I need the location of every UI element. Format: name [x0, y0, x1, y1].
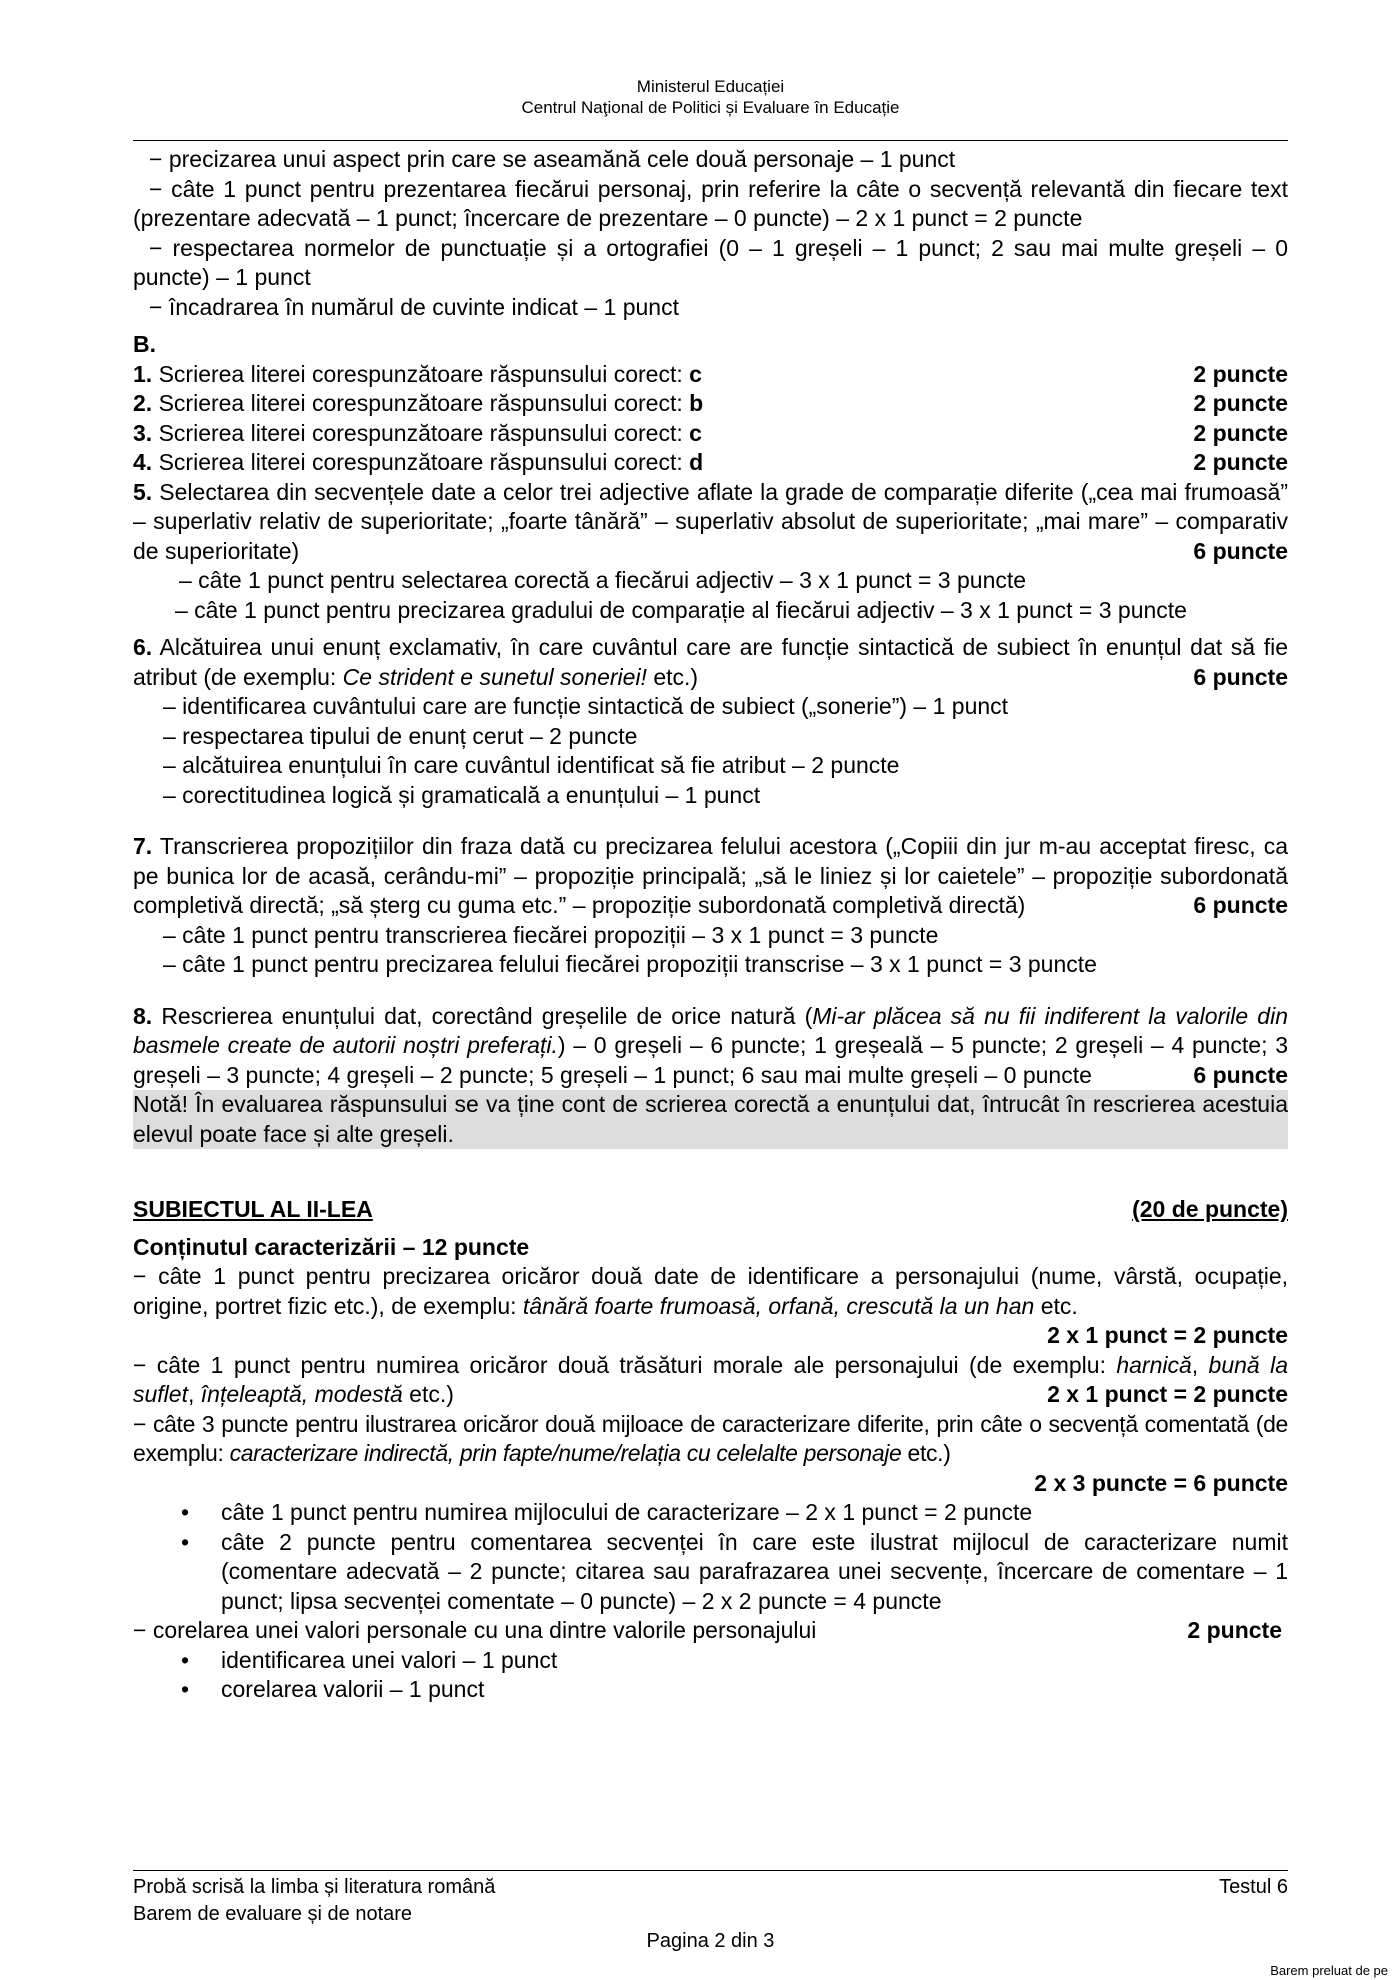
sub-criterion: – câte 1 punct pentru transcrierea fiecărei propoziții – 3 x 1 punct = 3 puncte: [163, 921, 939, 948]
document-body: [133, 145, 1288, 1705]
footer-document-type: Barem de evaluare și de notare: [133, 1903, 413, 1925]
bullet-icon: •: [181, 1499, 190, 1525]
item-points: 6 puncte: [1193, 1061, 1288, 1088]
item-2: 2. Scrierea literei corespunzătoare răspunsului corect: b 2 puncte: [133, 389, 1288, 419]
item-8: 8. Rescrierea enunțului dat, corectând greșelile de orice natură (Mi-ar plăcea să nu fii indiferent la valorile din basmele create de autorii noștri preferați.) – 0 greșeli – 6 puncte; 1 greșeală – 5 puncte; 2 greșeli – 4 puncte; 3 greșeli – 3 puncte; 4 greșeli – 2 puncte; 5 greșeli – 1 punct; 6 sau mai multe greșeli – 0 puncte 6 puncte: [133, 1002, 1288, 1091]
item-7: 7. Transcrierea propozițiilor din fraza dată cu precizarea felului acestora („Copiii din jur m-au acceptat firesc, ca pe bunica lor de acasă, cerându-mi” – propoziție principală; „să le liniez și lor caietele” – propoziție subordonată completivă directă; „să șterg cu guma etc.” – propoziție subordonată completivă directă) 6 puncte: [133, 832, 1288, 921]
criterion-line: − precizarea unui aspect prin care se aseamănă cele două personaje – 1 punct: [149, 146, 956, 172]
criterion-points: 2 x 1 punct = 2 puncte: [1047, 1381, 1288, 1407]
header-center: Centrul Naţional de Politici și Evaluare în Educație: [521, 98, 900, 117]
criterion-line: − câte 1 punct pentru prezentarea fiecărui personaj, prin referire la câte o secvență relevantă din fiecare text (prezentare adecvată – 1 punct; încercare de prezentare – 0 puncte) – 2 x 1 punct = 2 puncte: [133, 175, 1288, 231]
sub-criterion: – alcătuirea enunțului în care cuvântul identificat să fie atribut – 2 puncte: [163, 752, 900, 778]
sub-criterion: – respectarea tipului de enunț cerut – 2 puncte: [163, 722, 638, 749]
bullet-icon: •: [181, 1528, 190, 1555]
sub-criterion: – câte 1 punct pentru precizarea gradului de comparație al fiecărui adjectiv – 3 x 1 punct = 3 puncte: [175, 596, 1187, 623]
criterion-line: − câte 1 punct pentru precizarea oricăror două date de identificare a personajului (nume, vârstă, ocupație, origine, portret fizic etc.), de exemplu: tânără foarte frumoasă, orfană, crescută la un han etc.: [133, 1263, 1288, 1319]
sub-criterion: – câte 1 punct pentru selectarea corectă a fiecărui adjectiv – 3 x 1 punct = 3 puncte: [179, 567, 1027, 593]
page-header: [133, 76, 1288, 118]
bullet-icon: •: [181, 1646, 190, 1673]
item-points: 6 puncte: [1193, 892, 1288, 918]
criterion-line: − câte 3 puncte pentru ilustrarea oricăror două mijloace de caracterizare diferite, prin câte o secvență comentată (de exemplu: caracterizare indirectă, prin fapte/nume/relația cu celelalte personaje etc.): [133, 1410, 1288, 1466]
item-6: 6. Alcătuirea unui enunț exclamativ, în care cuvântul care are funcție sintactică de subiect în enunțul dat să fie atribut (de exemplu: Ce strident e sunetul soneriei! etc.) 6 puncte: [133, 633, 1288, 692]
subject-2-title: SUBIECTUL AL II-LEA: [133, 1196, 373, 1222]
criterion-line: − câte 1 punct pentru numirea oricăror două trăsături morale ale personajului (de exemplu: harnică, bună la suflet, înțeleaptă, modestă etc.) 2 x 1 punct = 2 puncte: [133, 1351, 1288, 1410]
item-points: 2 puncte: [1193, 390, 1288, 416]
item-points: 6 puncte: [1193, 663, 1288, 690]
page-footer: [133, 1874, 1288, 1928]
footer-exam-name: Probă scrisă la limba și literatura română: [133, 1876, 496, 1898]
criterion-line: − încadrarea în numărul de cuvinte indicat – 1 punct: [149, 293, 679, 320]
content-heading: Conținutul caracterizării – 12 puncte: [133, 1233, 530, 1260]
item-1: 1. Scrierea literei corespunzătoare răspunsului corect: c 2 puncte: [133, 360, 1288, 390]
list-item: • câte 2 puncte pentru comentarea secvenței în care este ilustrat mijlocul de caracterizare numit (comentare adecvată – 2 puncte; citarea sau parafrazarea unei secvențe, încercare de comentare – 1 punct; lipsa secvenței comentate – 0 puncte) – 2 x 2 puncte = 4 puncte: [133, 1528, 1288, 1617]
item-points: 2 puncte: [1193, 419, 1288, 446]
header-divider: [133, 140, 1288, 141]
header-ministry: Ministerul Educației: [636, 77, 785, 96]
source-credit: Barem preluat de pe: [1270, 1963, 1388, 1978]
subject-2-points: (20 de puncte): [1132, 1196, 1288, 1222]
criterion-line: − respectarea normelor de punctuație și a ortografiei (0 – 1 greșeli – 1 punct; 2 sau mai multe greșeli – 0 puncte) – 1 punct: [133, 234, 1288, 290]
footer-test-number: Testul 6: [1219, 1876, 1288, 1898]
list-item: • câte 1 punct pentru numirea mijlocului de caracterizare – 2 x 1 punct = 2 puncte: [133, 1498, 1288, 1528]
item-points: 2 puncte: [1193, 449, 1288, 475]
sub-criterion: – corectitudinea logică și gramaticală a enunțului – 1 punct: [163, 781, 761, 808]
item-points: 6 puncte: [1193, 537, 1288, 564]
criterion-points: 2 x 1 punct = 2 puncte: [1047, 1322, 1288, 1348]
item-3: 3. Scrierea literei corespunzătoare răspunsului corect: c 2 puncte: [133, 419, 1288, 449]
list-item: • corelarea valorii – 1 punct: [133, 1675, 1288, 1705]
subject-2-heading: [133, 1195, 1288, 1225]
sub-criterion: – câte 1 punct pentru precizarea felului fiecărei propoziții transcrise – 3 x 1 punct = 3 puncte: [163, 951, 1097, 977]
page-number: Pagina 2 din 3: [646, 1930, 775, 1952]
list-item: • identificarea unei valori – 1 punct: [133, 1646, 1288, 1676]
footer-divider: [133, 1870, 1288, 1871]
criterion-line: − corelarea unei valori personale cu una dintre valorile personajului 2 puncte: [133, 1616, 1288, 1646]
bullet-icon: •: [181, 1676, 190, 1702]
item-points: 2 puncte: [1193, 360, 1288, 387]
criterion-points: 2 x 3 puncte = 6 puncte: [1034, 1469, 1288, 1496]
item-5: 5. Selectarea din secvențele date a celor trei adjective aflate la grade de comparație diferite („cea mai frumoasă” – superlativ relativ de superioritate; „foarte tânără” – superlativ absolut de superioritate; „mai mare” – comparativ de superioritate) 6 puncte: [133, 478, 1288, 567]
sub-criterion: – identificarea cuvântului care are funcție sintactică de subiect („sonerie”) – 1 punct: [163, 693, 1009, 719]
item-4: 4. Scrierea literei corespunzătoare răspunsului corect: d 2 puncte: [133, 448, 1288, 478]
section-b-heading: B.: [133, 331, 156, 357]
criterion-points: 2 puncte: [1187, 1617, 1282, 1643]
note-box: Notă! În evaluarea răspunsului se va ține cont de scrierea corectă a enunțului dat, întrucât în rescrierea acestuia elevul poate face și alte greșeli.: [133, 1090, 1288, 1149]
